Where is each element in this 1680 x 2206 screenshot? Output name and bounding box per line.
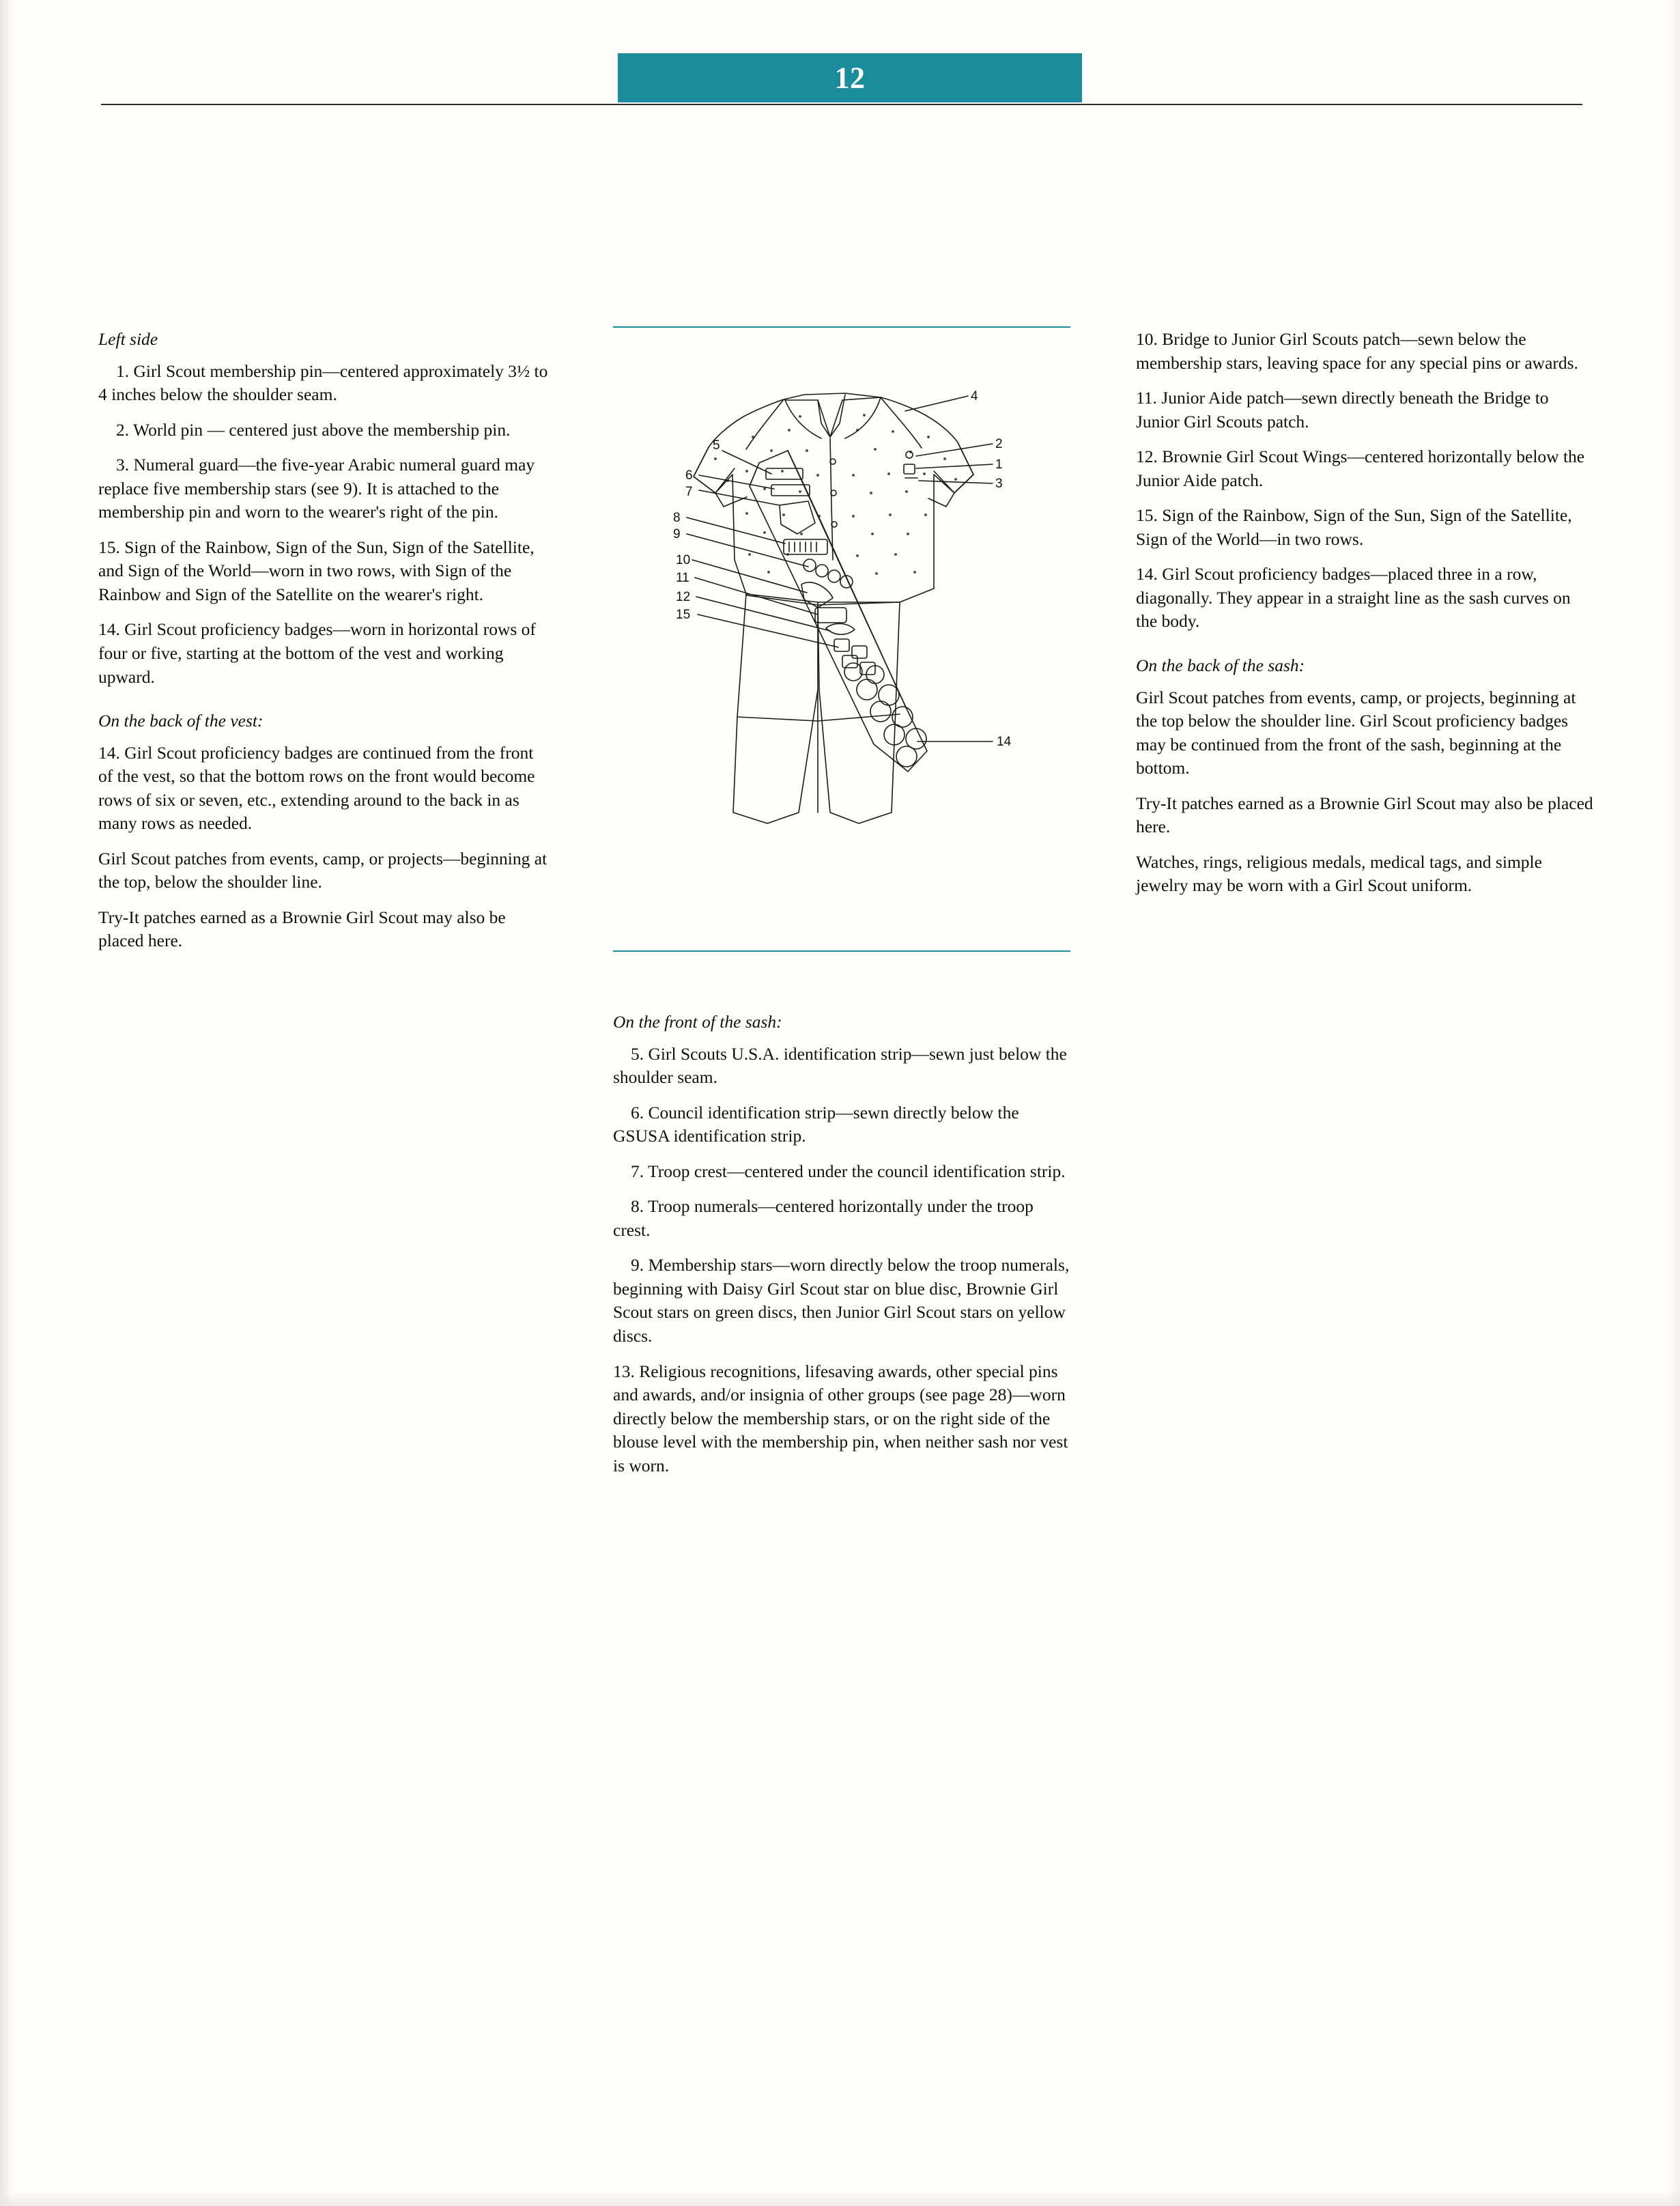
- paragraph-right-back-1: Girl Scout patches from events, camp, or projects, beginning at the top below the shoulder line. Girl Scout proficiency badges may be continued from the front of the sash, beginning at the bottom.: [1136, 687, 1576, 778]
- svg-text:12: 12: [676, 590, 691, 604]
- paragraph-right-3: 12. Brownie Girl Scout Wings—centered horizontally below the Junior Aide patch.: [1136, 447, 1585, 490]
- left-column-heading: Left side: [98, 329, 158, 349]
- paragraph-left-4: 15. Sign of the Rainbow, Sign of the Sun, Sign of the Satellite, and Sign of the World—worn in two rows, with Sign of the Rainbow and Sign of the Satellite on the wearer's right.: [98, 537, 535, 604]
- figure-rule-top: [613, 326, 1070, 328]
- page-edge-shadow-bottom: [0, 2191, 1680, 2206]
- paragraph-right-4: 15. Sign of the Rainbow, Sign of the Sun, Sign of the Satellite, Sign of the World—in two rows.: [1136, 505, 1572, 549]
- middle-column-heading: On the front of the sash:: [613, 1012, 782, 1032]
- paragraph-mid-6: 13. Religious recognitions, lifesaving awards, other special pins and awards, and/or insignia of other groups (see page 28)—worn directly below the membership stars, or on the right side of the blouse level with the membership pin, when neither sash nor vest is worn.: [613, 1361, 1068, 1475]
- paragraph-right-5: 14. Girl Scout proficiency badges—placed three in a row, diagonally. They appear in a straight line as the sash curves on the body.: [1136, 564, 1571, 632]
- paragraph-left-back-3: Try-It patches earned as a Brownie Girl Scout may also be placed here.: [98, 907, 506, 951]
- svg-text:9: 9: [673, 527, 681, 541]
- svg-text:5: 5: [713, 438, 720, 453]
- page-edge-shadow-right: [1669, 0, 1680, 2206]
- paragraph-left-2: 2. World pin — centered just above the membership pin.: [116, 419, 511, 440]
- paragraph-mid-2: 6. Council identification strip—sewn directly below the GSUSA identification strip.: [613, 1102, 1019, 1146]
- left-column: [98, 328, 549, 965]
- right-column: [1136, 328, 1593, 909]
- page-number: 12: [834, 61, 866, 95]
- figure-rule-bottom: [613, 950, 1070, 952]
- svg-text:11: 11: [676, 571, 689, 585]
- paragraph-right-1: 10. Bridge to Junior Girl Scouts patch—sewn below the membership stars, leaving space for any special pins or awards.: [1136, 329, 1578, 373]
- paragraph-right-back-2: Try-It patches earned as a Brownie Girl Scout may also be placed here.: [1136, 793, 1593, 837]
- uniform-diagram: [613, 335, 1070, 942]
- paragraph-mid-1: 5. Girl Scouts U.S.A. identification strip—sewn just below the shoulder seam.: [613, 1043, 1067, 1088]
- middle-column: [613, 1010, 1070, 1489]
- svg-text:7: 7: [685, 485, 693, 499]
- svg-text:1: 1: [995, 457, 1003, 472]
- paragraph-left-back-2: Girl Scout patches from events, camp, or projects—beginning at the top, below the shoulder line.: [98, 848, 547, 892]
- svg-text:4: 4: [971, 389, 978, 404]
- paragraph-left-back-1: 14. Girl Scout proficiency badges are continued from the front of the vest, so that the bottom rows on the front would become rows of six or seven, etc., extending around to the back in as many rows as needed.: [98, 742, 535, 834]
- header-rule: [101, 104, 1582, 105]
- svg-text:2: 2: [995, 437, 1003, 451]
- right-column-back-heading: On the back of the sash:: [1136, 655, 1305, 676]
- svg-text:8: 8: [673, 511, 681, 525]
- svg-text:6: 6: [685, 468, 693, 483]
- paragraph-left-1: 1. Girl Scout membership pin—centered approximately 3½ to 4 inches below the shoulder seam.: [98, 360, 548, 405]
- paragraph-mid-5: 9. Membership stars—worn directly below the troop numerals, beginning with Daisy Girl Scout star on blue disc, Brownie Girl Scout stars on green discs, then Junior Girl Scout stars on yellow discs.: [613, 1255, 1070, 1346]
- svg-text:10: 10: [676, 553, 691, 567]
- svg-text:14: 14: [997, 735, 1012, 749]
- paragraph-mid-4: 8. Troop numerals—centered horizontally under the troop crest.: [613, 1196, 1034, 1240]
- left-column-back-heading: On the back of the vest:: [98, 711, 264, 731]
- paragraph-right-back-3: Watches, rings, religious medals, medical tags, and simple jewelry may be worn with a Girl Scout uniform.: [1136, 851, 1542, 896]
- page-edge-shadow-left: [0, 0, 12, 2206]
- page-number-banner: [618, 53, 1082, 102]
- svg-text:15: 15: [676, 608, 691, 622]
- paragraph-left-3: 3. Numeral guard—the five-year Arabic numeral guard may replace five membership stars (see 9). It is attached to the membership pin and worn to the wearer's right of the pin.: [98, 455, 535, 522]
- paragraph-mid-3: 7. Troop crest—centered under the council identification strip.: [631, 1161, 1066, 1181]
- paragraph-right-2: 11. Junior Aide patch—sewn directly beneath the Bridge to Junior Girl Scouts patch.: [1136, 388, 1549, 432]
- svg-text:3: 3: [995, 477, 1003, 491]
- paragraph-left-5: 14. Girl Scout proficiency badges—worn in horizontal rows of four or five, starting at the bottom of the vest and working upward.: [98, 619, 536, 687]
